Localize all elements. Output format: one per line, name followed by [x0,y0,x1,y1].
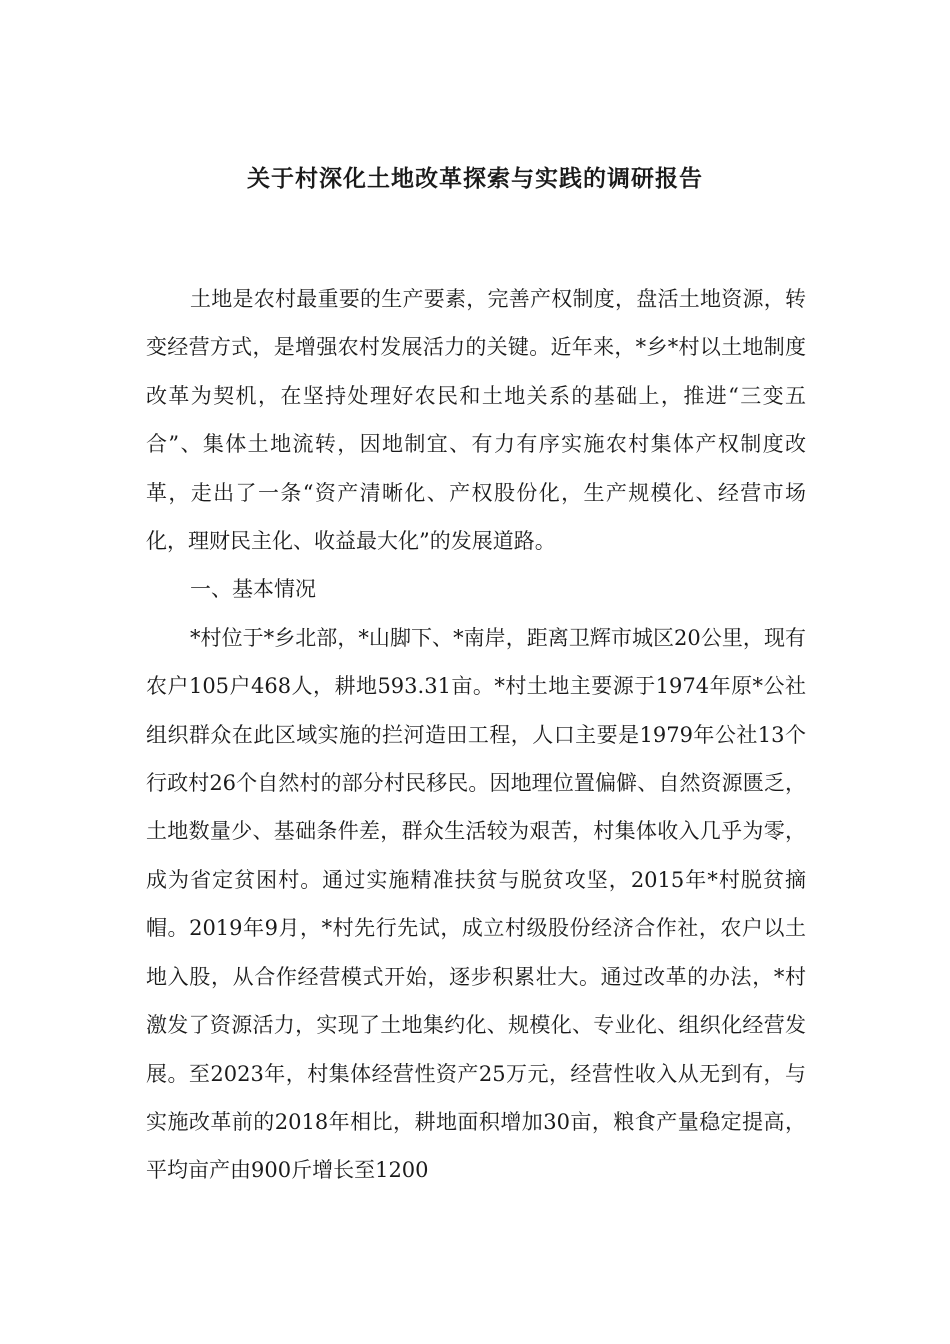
basic-situation-paragraph: *村位于*乡北部，*山脚下、*南岸，距离卫辉市城区20公里，现有农户105户468人，耕地593.31亩。*村土地主要源于1974年原*公社组织群众在此区域实施的拦河造田工程，人口主要是1979年公社13个行政村26个自然村的部分村民移民。因地理位置偏僻、自然资源匮乏，土地数量少、基础条件差，群众生活较为艰苦，村集体收入几乎为零，成为省定贫困村。通过实施精准扶贫与脱贫攻坚，2015年*村脱贫摘帽。2019年9月，*村先行先试，成立村级股份经济合作社，农户以土地入股，从合作经营模式开始，逐步积累壮大。通过改革的办法，*村激发了资源活力，实现了土地集约化、规模化、专业化、组织化经营发展。至2023年，村集体经营性资产25万元，经营性收入从无到有，与实施改革前的2018年相比，耕地面积增加30亩，粮食产量稳定提高，平均亩产由900斤增长至1200 [146,625,806,1183]
section-heading: 一、基本情况 [190,577,316,602]
document-title: 关于村深化土地改革探索与实践的调研报告 [247,165,703,192]
intro-paragraph: 土地是农村最重要的生产要素，完善产权制度，盘活土地资源，转变经营方式，是增强农村发展活力的关键。近年来，*乡*村以土地制度改革为契机，在坚持处理好农民和土地关系的基础上，推进“三变五合”、集体土地流转，因地制宜、有力有序实施农村集体产权制度改革，走出了一条“资产清晰化、产权股份化，生产规模化、经营市场化，理财民主化、收益最大化”的发展道路。 [146,287,806,554]
document-body [146,275,806,1195]
